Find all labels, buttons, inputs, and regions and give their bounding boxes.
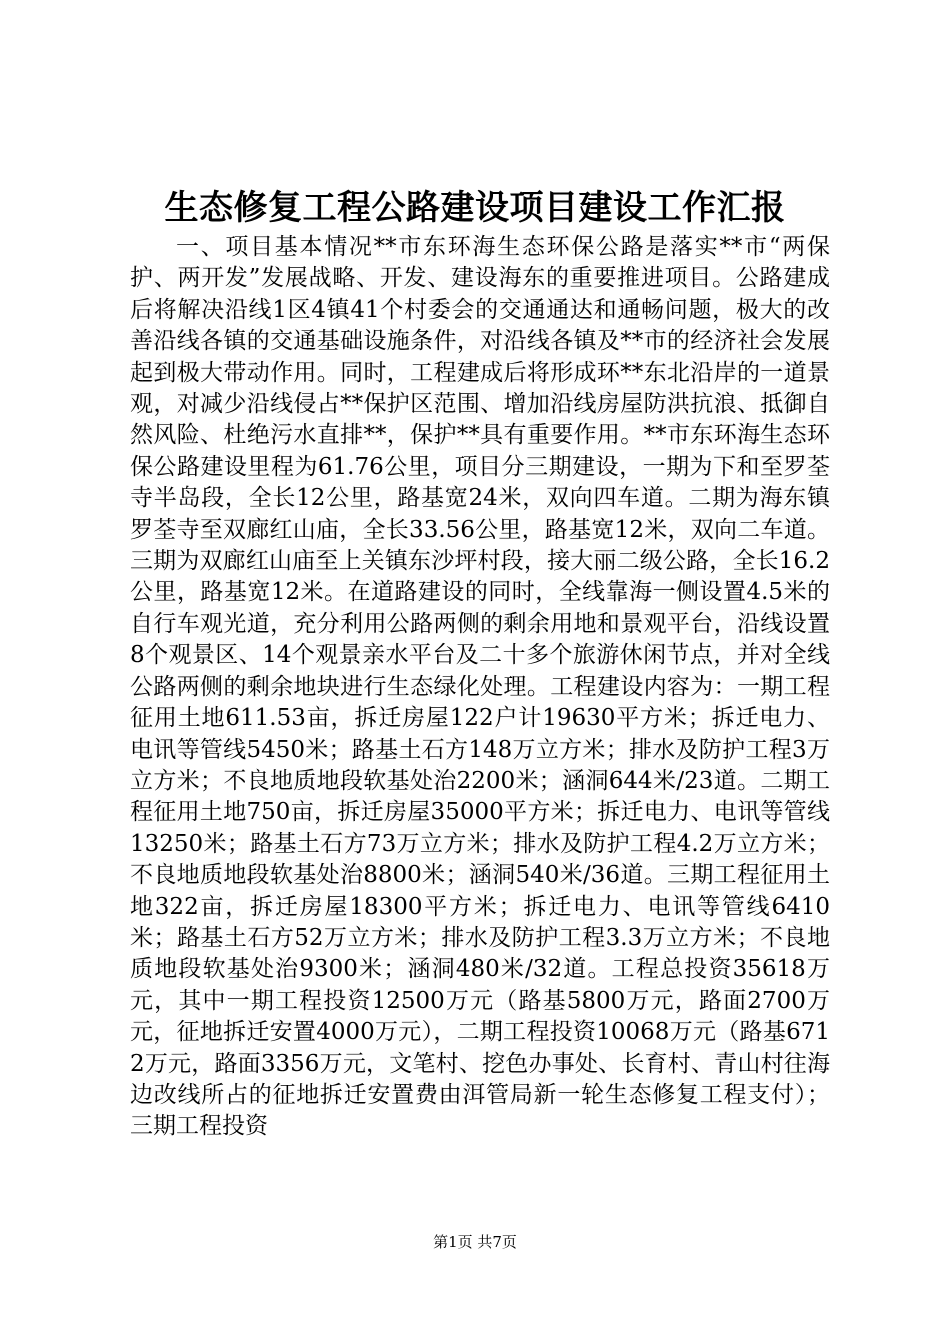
document-body-paragraph: 一、项目基本情况**市东环海生态环保公路是落实**市“两保护、两开发”发展战略、开发、建设海东的重要推进项目。公路建成后将解决沿线1区4镇41个村委会的交通通达和通畅问题，极大的改善沿线各镇的交通基础设施条件，对沿线各镇及**市的经济社会发展起到极大带动作用。同时，工程建成后将形成环**东北沿岸的一道景观，对减少沿线侵占**保护区范围、增加沿线房屋防洪抗浪、抵御自然风险、杜绝污水直排**，保护**具有重要作用。**市东环海生态环保公路建设里程为61.76公里，项目分三期建设，一期为下和至罗荃寺半岛段，全长12公里，路基宽24米，双向四车道。二期为海东镇罗荃寺至双廊红山庙，全长33.56公里，路基宽12米，双向二车道。三期为双廊红山庙至上关镇东沙坪村段，接大丽二级公路，全长16.2公里，路基宽12米。在道路建设的同时，全线靠海一侧设置4.5米的自行车观光道，充分利用公路两侧的剩余用地和景观平台，沿线设置8个观景区、14个观景亲水平台及二十多个旅游休闲节点，并对全线公路两侧的剩余地块进行生态绿化处理。工程建设内容为：一期工程征用土地611.53亩，拆迁房屋122户计19630平方米；拆迁电力、电讯等管线5450米；路基土石方148万立方米；排水及防护工程3万立方米；不良地质地段软基处治2200米；涵洞644米/23道。二期工程征用土地750亩，拆迁房屋35000平方米；拆迁电力、电讯等管线13250米；路基土石方73万立方米；排水及防护工程4.2万立方米；不良地质地段软基处治8800米；涵洞540米/36道。三期工程征用土地322亩，拆迁房屋18300平方米；拆迁电力、电讯等管线6410米；路基土石方52万立方米；排水及防护工程3.3万立方米；不良地质地段软基处治9300米；涵洞480米/32道。工程总投资35618万元，其中一期工程投资12500万元（路基5800万元，路面2700万元，征地拆迁安置4000万元），二期工程投资10068万元（路基6712万元，路面3356万元，文笔村、挖色办事处、长育村、青山村往海边改线所占的征地拆迁安置费由洱管局新一轮生态修复工程支付）；三期工程投资 [130,234,830,1140]
document-title: 生态修复工程公路建设项目建设工作汇报 [164,188,786,228]
page-number-footer: 第1页 共7页 [433,1233,517,1251]
